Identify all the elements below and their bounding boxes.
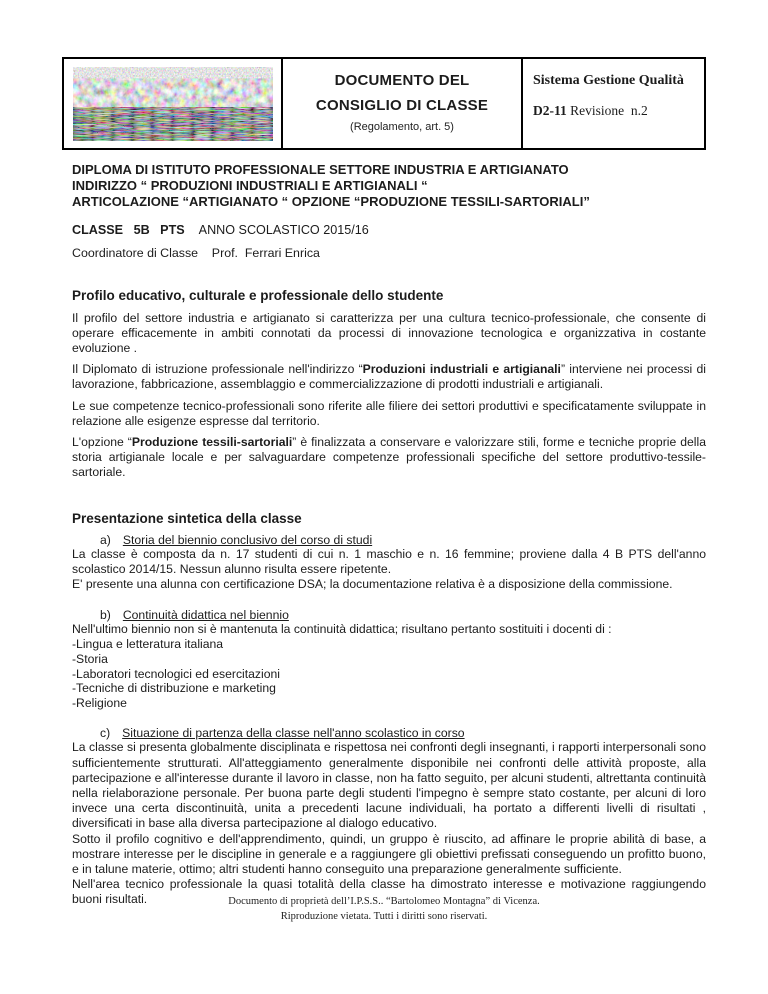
substituted-subject: -Laboratori tecnologici ed esercitazioni	[72, 666, 280, 681]
profilo-paragraph-2	[72, 362, 706, 392]
item-c-body-text3: Nell'area tecnico professionale la quasi totalità della classe ha dimostrato interesse e motivazione raggiungendo buoni risultati.	[72, 877, 706, 907]
item-c-body	[72, 740, 706, 907]
item-a-label: a)	[100, 532, 111, 547]
substituted-subject: -Religione	[72, 695, 127, 710]
diploma-line1: DIPLOMA DI ISTITUTO PROFESSIONALE SETTORE INDUSTRIA E ARTIGIANATO	[72, 162, 569, 177]
substituted-subject: -Lingua e letteratura italiana	[72, 637, 224, 652]
item-b-heading	[72, 608, 706, 622]
school-logo-image	[73, 67, 273, 141]
document-title-line2: CONSIGLIO DI CLASSE	[315, 97, 489, 114]
header-title-cell	[283, 59, 523, 148]
footer-ownership-line: Documento di proprietà dell’I.P.S.S.. “Bartolomeo Montagna” di Vicenza.	[228, 896, 540, 907]
quality-system-label: Sistema Gestione Qualità	[533, 73, 684, 88]
item-a-title: Storia del biennio conclusivo del corso di studi	[122, 532, 373, 547]
document-content	[72, 57, 706, 908]
item-c-body-text2: Sotto il profilo cognitivo e dell'apprendimento, quindi, un gruppo è riuscito, ad affinare le proprie abilità di base, a mostrare interesse per le discipline in generale e a raggiungere gli obiettivi prefissati conseguendo un profitto buono, e in talune materie, ottimo; altri studenti hanno conseguito una preparazione generalmente sufficiente.	[72, 831, 706, 877]
item-a-body-text2: E' presente una alunna con certificazione DSA; la documentazione relativa è a disposizione della commissione.	[72, 577, 673, 592]
section-heading-profilo: Profilo educativo, culturale e professionale dello studente	[72, 287, 444, 303]
document-title-line1: DOCUMENTO DEL	[334, 72, 470, 89]
profilo-p2-pre: Il Diplomato di istruzione professionale nell'indirizzo “	[72, 362, 363, 377]
item-a-body-text1: La classe è composta da n. 17 studenti di cui n. 1 maschio e n. 16 femmine; proviene dalla 4 B PTS dell'anno scolastico 2014/15. Nessun alunno risulta essere ripetente.	[72, 546, 706, 576]
header-table	[62, 57, 706, 150]
profilo-p4-bold: Produzione tessili-sartoriali	[131, 435, 293, 450]
diploma-block	[72, 162, 706, 211]
header-logo-cell	[64, 59, 283, 148]
item-c-label: c)	[100, 726, 111, 741]
item-c-title: Situazione di partenza della classe nell'anno scolastico in corso	[122, 726, 465, 741]
profilo-p2-post: ” interviene nei processi di lavorazione, fabbricazione, assemblaggio e commercializzazione di prodotti industriali e artigianali.	[72, 362, 706, 392]
item-a-heading	[72, 533, 706, 547]
logo-noise-band-top	[73, 67, 273, 78]
diploma-line2: INDIRIZZO “ PRODUZIONI INDUSTRIALI E ARTIGIANALI “	[72, 178, 428, 194]
diploma-line3: ARTICOLAZIONE “ARTIGIANATO “ OPZIONE “PRODUZIONE TESSILI-SARTORIALI”	[72, 194, 590, 210]
profilo-p2-bold: Produzioni industriali e artigianali	[362, 362, 561, 377]
logo-noise-band-bottom	[73, 109, 273, 141]
document-subtitle: (Regolamento, art. 5)	[350, 121, 454, 133]
item-c-heading	[72, 726, 706, 740]
document-code-line	[533, 103, 700, 119]
revision-label: Revisione n.2	[566, 103, 648, 118]
header-quality-cell	[523, 59, 704, 148]
section-heading-presentazione: Presentazione sintetica della classe	[72, 510, 302, 526]
substituted-subject: -Tecniche di distribuzione e marketing	[72, 681, 276, 696]
school-year-label: ANNO SCOLASTICO 2015/16	[198, 222, 369, 237]
coordinator-line: Coordinatore di Classe Prof. Ferrari Enrica	[72, 245, 320, 260]
profilo-p4-pre: L'opzione “	[72, 435, 132, 450]
substituted-subject: -Storia	[72, 652, 108, 667]
item-b-title: Continuità didattica nel biennio	[122, 608, 289, 623]
class-label: CLASSE 5B PTS	[72, 222, 185, 237]
profilo-paragraph-4	[72, 435, 706, 481]
item-c-body-text1: La classe si presenta globalmente disciplinata e rispettosa nei confronti degli insegnanti, i rapporti interpersonali sono sufficientemente strutturati. All'atteggiamento generalmente disponibile nei confronti delle attività proposte, alla partecipazione e all'interesse durante il lavoro in classe, non ha fatto seguito, per alcuni studenti, altrettanta continuità nella rielaborazione personale. Per buona parte degli studenti l'impegno è sempre stato costante, per alcuni di loro invece una certa discontinuità, unita a precedenti lacune individuali, ha portato a differenti livelli di risultati , diversificati in base alla diversa partecipazione al dialogo educativo.	[72, 740, 706, 831]
footer-rights-line: Riproduzione vietata. Tutti i diritti sono riservati.	[280, 910, 488, 922]
class-line	[72, 223, 706, 237]
item-a-body	[72, 547, 706, 593]
item-b-intro-text: Nell'ultimo biennio non si è mantenuta la continuità didattica; risultano pertanto sostituiti i docenti di :	[72, 622, 612, 637]
document-code: D2-11	[533, 103, 567, 118]
profilo-paragraph-1: Il profilo del settore industria e artigianato si caratterizza per una cultura tecnico-professionale, che consente di operare efficacemente in ambiti connotati da processi di innovazione tecnologica e organizzativa in costante evoluzione .	[72, 310, 706, 356]
page-footer	[0, 895, 768, 924]
item-b-body	[72, 622, 706, 710]
item-b-label: b)	[100, 608, 111, 623]
logo-noise-band-middle	[73, 80, 273, 107]
profilo-paragraph-3: Le sue competenze tecnico-professionali sono riferite alle filiere dei settori produttivi e specificatamente sviluppate in relazione alle esigenze espresse dal territorio.	[72, 398, 706, 428]
profilo-p4-post: ” è finalizzata a conservare e valorizzare stili, forme e tecniche proprie della storia artigianale locale e per salvaguardare competenze professionali specifiche del settore produttivo-tessile-sartoriale.	[72, 435, 706, 480]
